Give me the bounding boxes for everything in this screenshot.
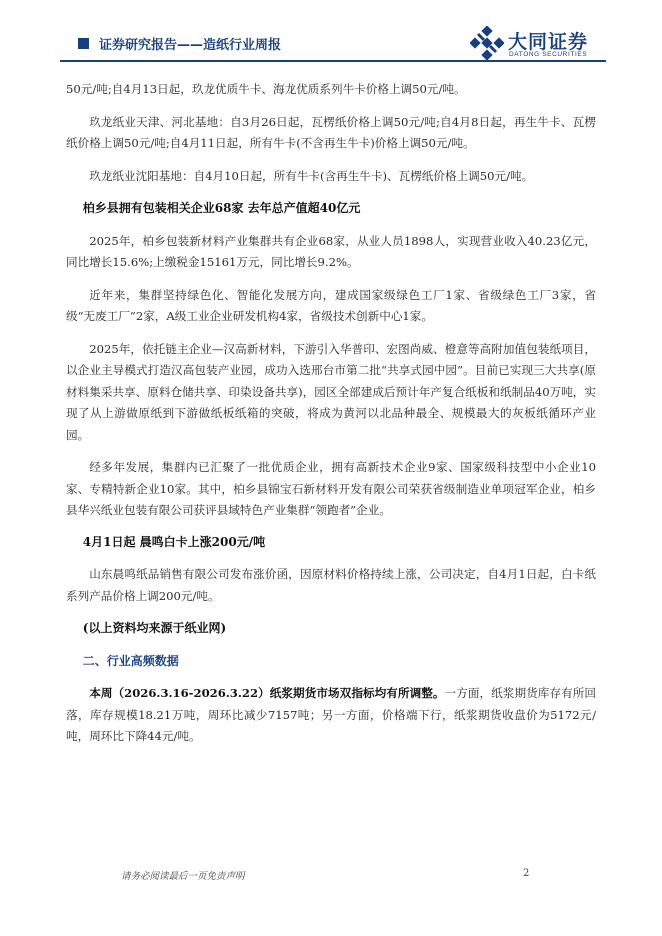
report-title: 证券研究报告——造纸行业周报 <box>99 38 282 53</box>
paragraph: 山东晨鸣纸品销售有限公司发布涨价函，因原材料价格持续上涨，公司决定，自4月1日起，白卡纸系列产品价格上调200元/吨。 <box>66 567 596 603</box>
news-heading: 4月1日起 晨鸣白卡上涨200元/吨 <box>82 534 266 549</box>
paragraph: 2025年，柏乡包装新材料产业集群共有企业68家，从业人员1898人，实现营业收入40.23亿元，同比增长15.6%;上缴税金15161万元，同比增长9.2%。 <box>66 233 596 269</box>
report-body <box>66 79 596 748</box>
paragraph <box>66 683 596 748</box>
paragraph: 玖龙纸业天津、河北基地：自3月26日起，瓦楞纸价格上调50元/吨;自4月8日起，再生牛卡、瓦楞纸价格上调50元/吨;自4月11日起，所有牛卡(不含再生牛卡)价格上调50元/吨。 <box>66 114 596 150</box>
datong-logo-icon <box>470 26 504 60</box>
page-header <box>0 0 662 64</box>
header-square-marker <box>78 38 89 49</box>
paragraph: 近年来，集群坚持绿色化、智能化发展方向，建成国家级绿色工厂1家、省级绿色工厂3家，省级“无废工厂”2家，A级工业企业研发机构4家，省级技术创新中心1家。 <box>66 287 596 323</box>
paragraph: 50元/吨;自4月13日起，玖龙优质牛卡、海龙优质系列牛卡价格上调50元/吨。 <box>66 82 466 96</box>
disclaimer-note: 请务必阅读最后一页免责声明 <box>121 871 245 882</box>
paragraph-body: 一方面，纸浆期货库存有所回落，库存规模18.21万吨，周环比减少7157吨；另一方面，价格端下行，纸浆期货收盘价为5172元/吨，周环比下降44元/吨。 <box>66 686 596 743</box>
paragraph: 经多年发展，集群内已汇聚了一批优质企业，拥有高新技术企业9家、国家级科技型中小企业10家、专精特新企业10家。其中，柏乡县锦宝石新材料开发有限公司荣获省级制造业单项冠军企业，柏乡县华兴纸业包装有限公司获评县域特色产业集群“领跑者”企业。 <box>66 460 596 517</box>
section-heading: 二、行业高频数据 <box>82 653 179 668</box>
page-number: 2 <box>523 868 530 879</box>
paragraph-lead: 本周（2026.3.16-2026.3.22）纸浆期货市场双指标均有所调整。 <box>89 686 445 700</box>
company-logo <box>470 24 610 64</box>
logo-english-name: DATONG SECURITIES <box>509 51 588 58</box>
paragraph: 玖龙纸业沈阳基地：自4月10日起，所有牛卡(含再生牛卡)、瓦楞纸价格上调50元/吨。 <box>89 168 534 183</box>
source-note: (以上资料均来源于纸业网) <box>82 621 227 635</box>
news-heading: 柏乡县拥有包装相关企业68家 去年总产值超40亿元 <box>82 201 361 215</box>
logo-chinese-name: 大同证券 <box>508 31 589 53</box>
paragraph: 2025年，依托链主企业—汉高新材料，下游引入华普印、宏图尚威、橙意等高附加值包装纸项目，以企业主导模式打造汉高包装产业园，成功入选邢台市第二批“共享式园中园”。目前已实现三大共享(原材料集采共享、原料仓储共享、印染设备共享)，园区全部建成后预计年产复合纸板和纸制品40万吨，实现了从上游做原纸到下游做纸板纸箱的突破，将成为黄河以北品种最全、规模最大的灰板纸循环产业园。 <box>66 341 596 442</box>
header-divider <box>60 60 606 62</box>
